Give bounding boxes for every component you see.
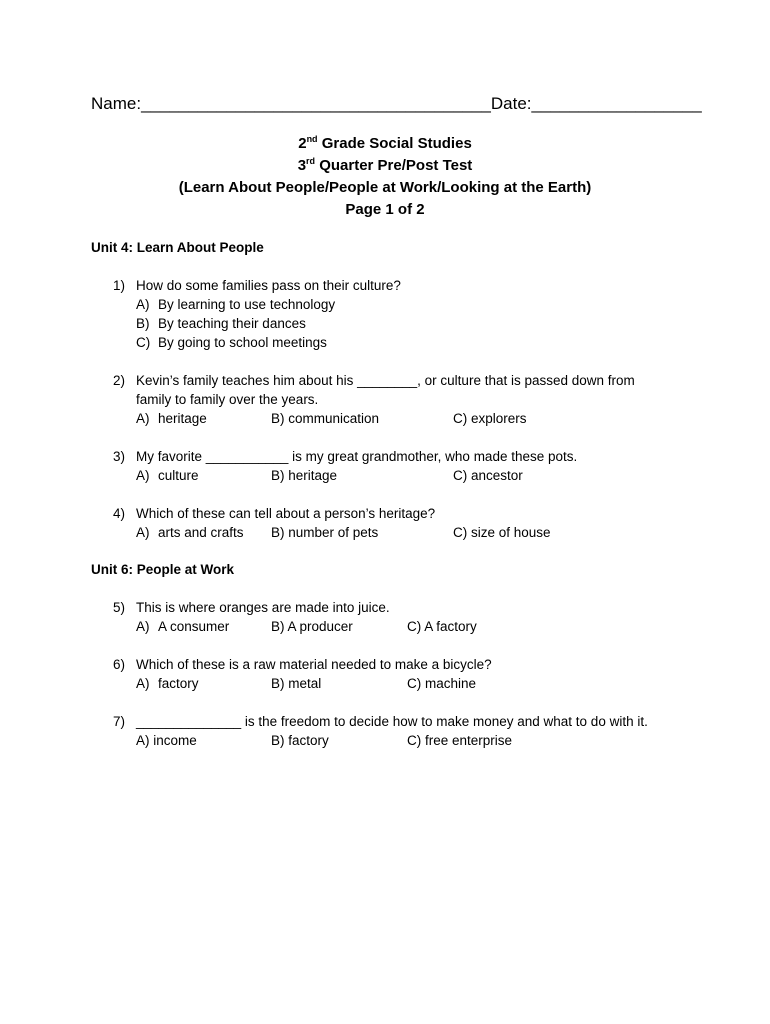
question-7 <box>91 712 691 750</box>
question-text: Which of these is a raw material needed to make a bicycle? <box>136 657 492 672</box>
question-6 <box>91 655 691 693</box>
question-4 <box>91 504 691 542</box>
option-b[interactable]: B) metal <box>271 676 322 691</box>
option-a[interactable]: A) arts and crafts <box>136 525 244 540</box>
option-b[interactable]: B) By teaching their dances <box>136 316 306 331</box>
question-number: 7) <box>113 714 126 729</box>
question-text: My favorite ___________ is my great grandmother, who made these pots. <box>136 449 578 464</box>
unit-4-heading: Unit 4: Learn About People <box>91 240 264 255</box>
question-text: Which of these can tell about a person’s heritage? <box>136 506 436 521</box>
option-c[interactable]: C) A factory <box>407 619 477 634</box>
question-text: How do some families pass on their culture? <box>136 278 401 293</box>
option-b[interactable]: B) number of pets <box>271 525 379 540</box>
question-number: 5) <box>113 600 126 615</box>
option-b[interactable]: B) communication <box>271 411 380 426</box>
question-2 <box>91 371 691 428</box>
option-a[interactable]: A) A consumer <box>136 619 230 634</box>
option-a[interactable]: A) culture <box>136 468 199 483</box>
option-c[interactable]: C) By going to school meetings <box>136 335 327 350</box>
question-number: 2) <box>113 373 126 388</box>
question-text: ______________ is the freedom to decide how to make money and what to do with it. <box>136 714 648 729</box>
option-b[interactable]: B) factory <box>271 733 329 748</box>
option-c[interactable]: C) free enterprise <box>407 733 513 748</box>
title-line-2: 3rd Quarter Pre/Post Test <box>297 156 473 174</box>
question-text: This is where oranges are made into juice. <box>136 600 390 615</box>
option-c[interactable]: C) machine <box>407 676 477 691</box>
option-a[interactable]: A) income <box>136 733 197 748</box>
question-1 <box>91 276 691 352</box>
question-text-continued: family to family over the years. <box>136 392 319 407</box>
question-3 <box>91 447 691 485</box>
option-a[interactable]: A) By learning to use technology <box>136 297 336 312</box>
page-title <box>0 133 770 221</box>
option-a[interactable]: A) factory <box>136 676 199 691</box>
question-number: 6) <box>113 657 126 672</box>
question-5 <box>91 598 691 636</box>
option-b[interactable]: B) A producer <box>271 619 353 634</box>
name-date-line: Name:_____________________________________Date:__________________ <box>91 94 702 113</box>
question-text: Kevin’s family teaches him about his ________, or culture that is passed down from <box>136 373 635 388</box>
title-line-4: Page 1 of 2 <box>345 201 425 218</box>
option-b[interactable]: B) heritage <box>271 468 338 483</box>
question-number: 1) <box>113 278 126 293</box>
option-c[interactable]: C) ancestor <box>453 468 523 483</box>
question-number: 3) <box>113 449 126 464</box>
title-line-3: (Learn About People/People at Work/Looking at the Earth) <box>178 179 592 196</box>
question-number: 4) <box>113 506 126 521</box>
title-line-1: 2nd Grade Social Studies <box>298 134 472 152</box>
unit-6-heading: Unit 6: People at Work <box>91 562 235 577</box>
option-c[interactable]: C) size of house <box>453 525 551 540</box>
option-a[interactable]: A) heritage <box>136 411 207 426</box>
option-c[interactable]: C) explorers <box>453 411 527 426</box>
